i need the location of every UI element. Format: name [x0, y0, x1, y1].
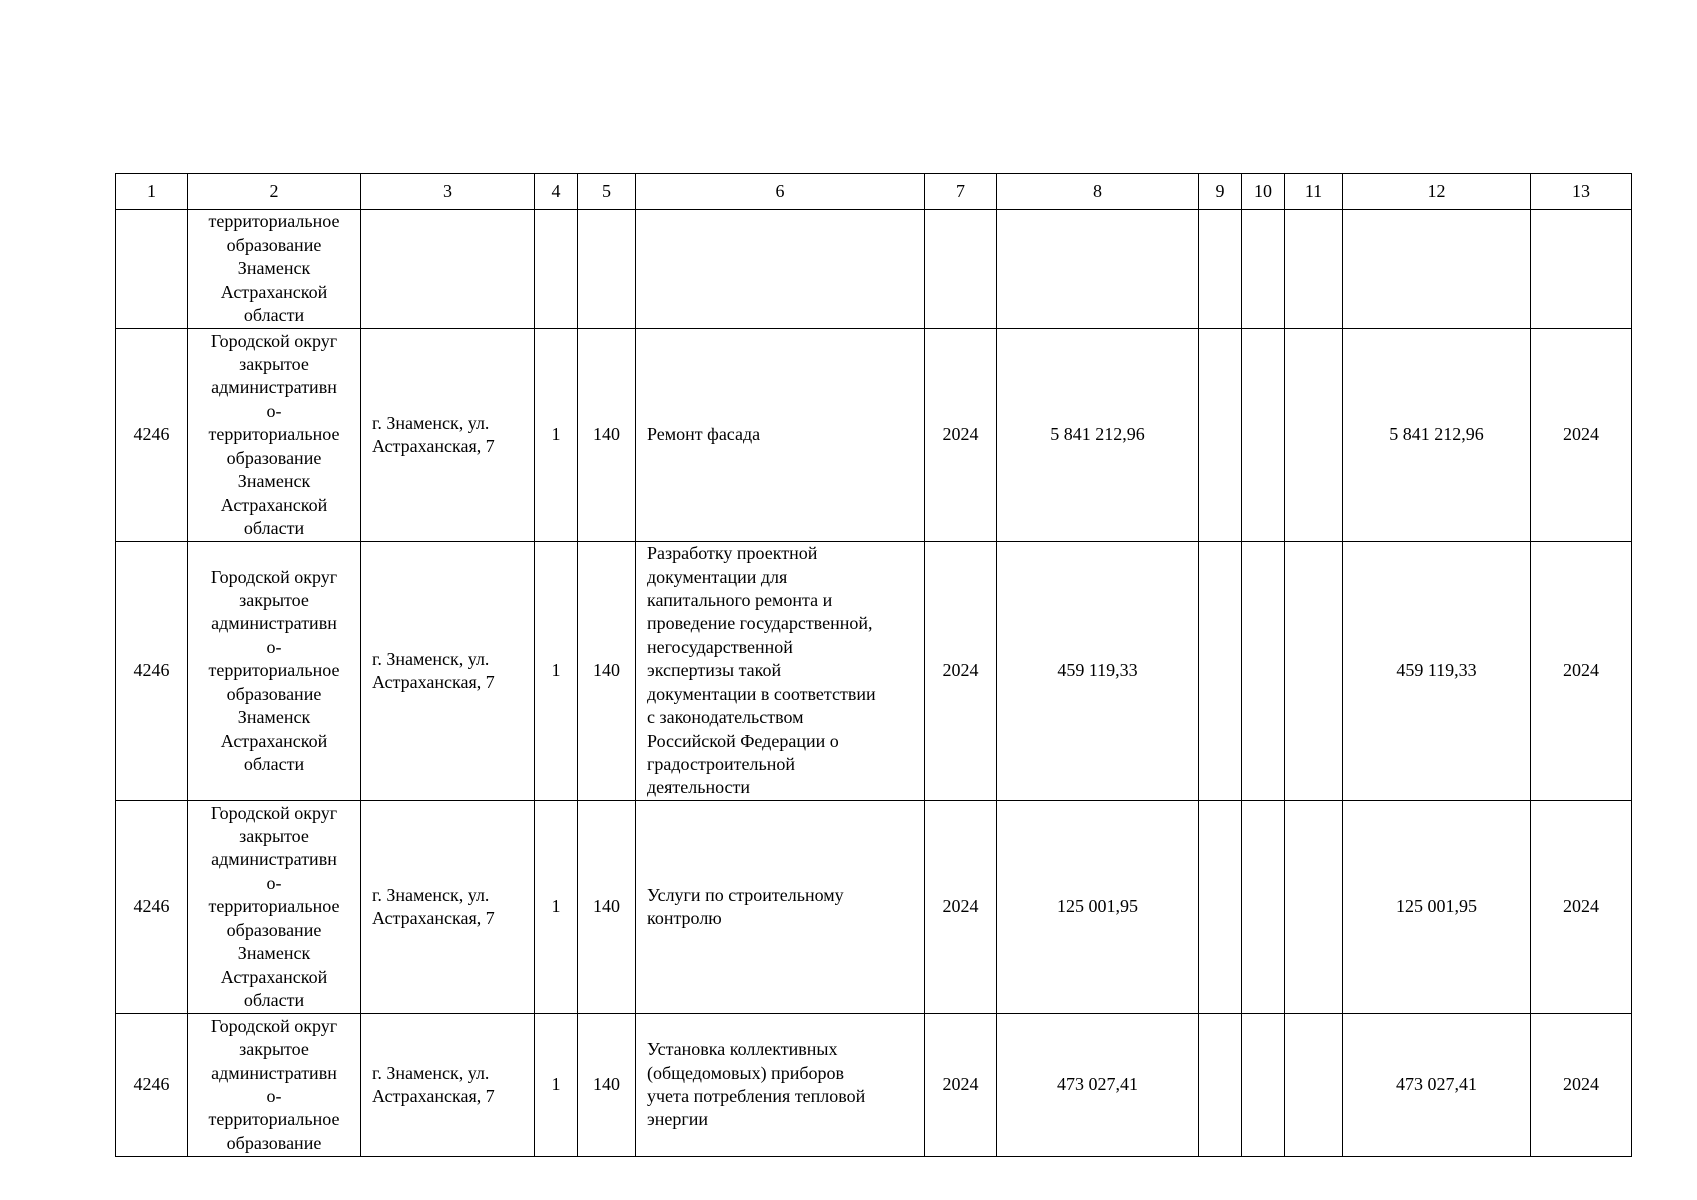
col5-cell: 140 [578, 801, 636, 1014]
cost-cell: 459 119,33 [997, 542, 1199, 801]
column-header: 7 [925, 174, 997, 210]
work-type-cell: Установка коллективных (общедомовых) приборов учета потребления тепловой энергии [636, 1014, 925, 1157]
row-number-cell: 4246 [116, 329, 188, 542]
col9-cell [1199, 210, 1242, 329]
col4-cell [535, 210, 578, 329]
column-header: 6 [636, 174, 925, 210]
end-year-cell: 2024 [1531, 1014, 1632, 1157]
row-number-cell [116, 210, 188, 329]
end-year-cell: 2024 [1531, 329, 1632, 542]
year-cell: 2024 [925, 542, 997, 801]
col10-cell [1242, 210, 1285, 329]
col11-cell [1285, 210, 1343, 329]
municipality-cell: Городской округ закрытое административн о- территориальное образование [188, 1014, 361, 1157]
work-type-cell: Услуги по строительному контролю [636, 801, 925, 1014]
year-cell: 2024 [925, 1014, 997, 1157]
col5-cell [578, 210, 636, 329]
cost-cell: 473 027,41 [997, 1014, 1199, 1157]
end-year-cell: 2024 [1531, 542, 1632, 801]
col4-cell: 1 [535, 1014, 578, 1157]
col9-cell [1199, 542, 1242, 801]
table-row [116, 1014, 1632, 1157]
col11-cell [1285, 801, 1343, 1014]
table-row [116, 801, 1632, 1014]
municipality-cell: Городской округ закрытое административн о- территориальное образование Знаменск Астраханской области [188, 542, 361, 801]
work-type-cell: Разработку проектной документации для капитального ремонта и проведение государственной, негосударственной экспертизы такой документации в соответствии с законодательством Российской Федерации о градостроительной деятельности [636, 542, 925, 801]
col9-cell [1199, 1014, 1242, 1157]
col11-cell [1285, 542, 1343, 801]
column-header: 2 [188, 174, 361, 210]
end-year-cell: 2024 [1531, 801, 1632, 1014]
column-header: 3 [361, 174, 535, 210]
municipality-cell: Городской округ закрытое административн о- территориальное образование Знаменск Астраханской области [188, 329, 361, 542]
address-cell: г. Знаменск, ул. Астраханская, 7 [361, 1014, 535, 1157]
column-header: 8 [997, 174, 1199, 210]
table-row [116, 542, 1632, 801]
end-year-cell [1531, 210, 1632, 329]
total-cell [1343, 210, 1531, 329]
cost-cell [997, 210, 1199, 329]
address-cell: г. Знаменск, ул. Астраханская, 7 [361, 329, 535, 542]
column-header: 11 [1285, 174, 1343, 210]
total-cell: 5 841 212,96 [1343, 329, 1531, 542]
col4-cell: 1 [535, 329, 578, 542]
address-cell: г. Знаменск, ул. Астраханская, 7 [361, 542, 535, 801]
total-cell: 473 027,41 [1343, 1014, 1531, 1157]
work-type-cell: Ремонт фасада [636, 329, 925, 542]
address-cell [361, 210, 535, 329]
col5-cell: 140 [578, 1014, 636, 1157]
column-header: 13 [1531, 174, 1632, 210]
col4-cell: 1 [535, 801, 578, 1014]
col10-cell [1242, 329, 1285, 542]
column-header: 9 [1199, 174, 1242, 210]
table-row [116, 329, 1632, 542]
year-cell: 2024 [925, 329, 997, 542]
year-cell [925, 210, 997, 329]
col10-cell [1242, 1014, 1285, 1157]
col9-cell [1199, 329, 1242, 542]
header-row [116, 174, 1632, 210]
year-cell: 2024 [925, 801, 997, 1014]
table-row [116, 210, 1632, 329]
row-number-cell: 4246 [116, 801, 188, 1014]
municipality-cell: территориальное образование Знаменск Астраханской области [188, 210, 361, 329]
work-type-cell [636, 210, 925, 329]
cost-cell: 5 841 212,96 [997, 329, 1199, 542]
total-cell: 459 119,33 [1343, 542, 1531, 801]
address-cell: г. Знаменск, ул. Астраханская, 7 [361, 801, 535, 1014]
col5-cell: 140 [578, 542, 636, 801]
col4-cell: 1 [535, 542, 578, 801]
column-header: 1 [116, 174, 188, 210]
col5-cell: 140 [578, 329, 636, 542]
municipality-cell: Городской округ закрытое административн о- территориальное образование Знаменск Астраханской области [188, 801, 361, 1014]
col9-cell [1199, 801, 1242, 1014]
column-header: 4 [535, 174, 578, 210]
col10-cell [1242, 801, 1285, 1014]
row-number-cell: 4246 [116, 542, 188, 801]
col11-cell [1285, 1014, 1343, 1157]
total-cell: 125 001,95 [1343, 801, 1531, 1014]
column-header: 5 [578, 174, 636, 210]
cost-cell: 125 001,95 [997, 801, 1199, 1014]
data-table [115, 173, 1632, 1157]
col10-cell [1242, 542, 1285, 801]
column-header: 12 [1343, 174, 1531, 210]
column-header: 10 [1242, 174, 1285, 210]
row-number-cell: 4246 [116, 1014, 188, 1157]
col11-cell [1285, 329, 1343, 542]
